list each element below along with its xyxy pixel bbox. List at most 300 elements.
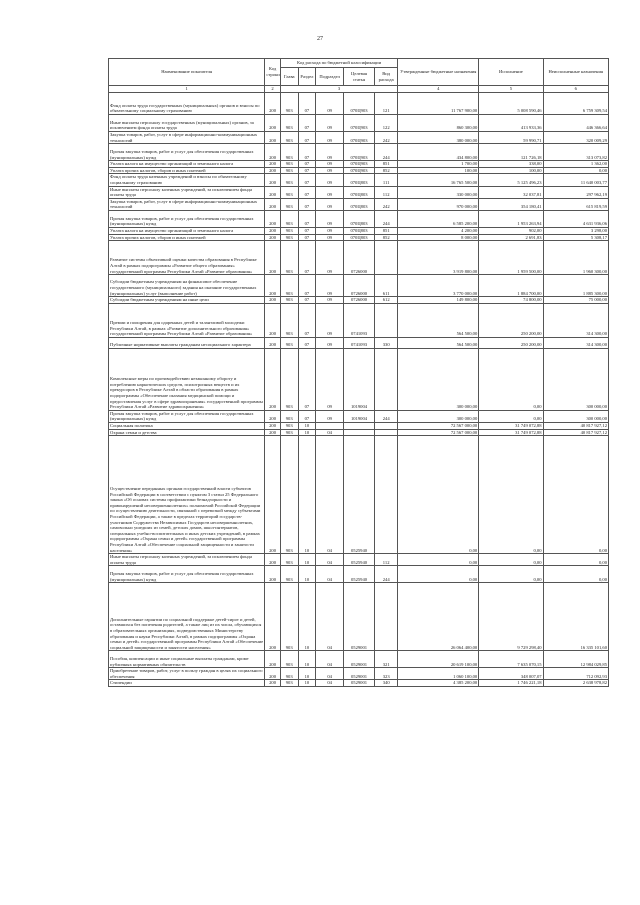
cell-target: 070Ц803 [344, 234, 375, 241]
cell-podrazdel: 04 [316, 651, 344, 668]
cell-glava: 903 [280, 422, 298, 429]
cell-name: Комплексные меры по противодействию незаконному обороту и потреблению наркотических средств, психотропных веществ и их прекурсоров в Республике Алтай в области образования в рамках подпрограммы «Обеспечение оказания медицинской помощи и предоставления услуг в сфере здравоохранения» государственной программы Республики Алтай «Развитие здравоохранения» [109, 348, 265, 410]
cell-unexecuted: 300 000,00 [543, 348, 608, 410]
cell-unexecuted: 11 640 003,77 [543, 174, 608, 186]
cell-podrazdel: 04 [316, 583, 344, 651]
cell-unexecuted: 12 984 029,85 [543, 651, 608, 668]
cell-name: Публичные нормативные выплаты гражданам несоциального характера [109, 337, 265, 348]
cell-unexecuted: 1 362,00 [543, 161, 608, 168]
cell-executed: 1 884 700,00 [479, 275, 543, 297]
cell-target: 0726000 [344, 241, 375, 275]
table-row [109, 167, 609, 174]
cell-glava: 903 [280, 303, 298, 337]
cell-target: 0741093 [344, 337, 375, 348]
cell-approved: 72 567 000,00 [398, 429, 479, 436]
cell-approved: 3 919 800,00 [398, 241, 479, 275]
cell-razdel: 07 [298, 132, 316, 144]
cell-podrazdel: 04 [316, 436, 344, 554]
cell-executed: 0,00 [479, 348, 543, 410]
cell-approved: 434 800,00 [398, 144, 479, 161]
cell-razdel: 07 [298, 161, 316, 168]
header-vid: Вид расхода [375, 68, 398, 86]
cell-podrazdel: 04 [316, 566, 344, 583]
table-row [109, 186, 609, 198]
table-row [109, 132, 609, 144]
cell-executed: 1 953 263,94 [479, 210, 543, 227]
table-row [109, 115, 609, 132]
cell-unexecuted: 40 817 927,12 [543, 429, 608, 436]
cell-name: Закупка товаров, работ, услуг в сфере информационно-коммуникационных технологий [109, 132, 265, 144]
table-row [109, 651, 609, 668]
cell-approved: 970 000,00 [398, 198, 479, 210]
cell-name: Субсидии бюджетным учреждениям на финансовое обеспечение государственного (муниципального) задания на оказание государственных (муниципальных) услуг (выполнение работ) [109, 275, 265, 297]
cell-vid: 244 [375, 566, 398, 583]
cell-vid: 330 [375, 337, 398, 348]
cell-vid: 111 [375, 174, 398, 186]
cell-unexecuted: 0,00 [543, 436, 608, 554]
cell-unexecuted: 1 885 300,00 [543, 275, 608, 297]
cell-executed: 354 180,41 [479, 198, 543, 210]
cell-executed: 0,00 [479, 410, 543, 422]
cell-name: Пособия, компенсации и иные социальные выплаты гражданам, кроме публичных нормативных обязательств [109, 651, 265, 668]
cell-vid: 612 [375, 297, 398, 304]
cell-glava: 903 [280, 132, 298, 144]
cell-podrazdel: 09 [316, 303, 344, 337]
cell-line-code: 200 [265, 651, 281, 668]
cell-vid: 244 [375, 210, 398, 227]
cell-razdel: 07 [298, 167, 316, 174]
cell-razdel: 07 [298, 348, 316, 410]
cell-unexecuted: 75 000,00 [543, 297, 608, 304]
cell-podrazdel: 09 [316, 227, 344, 234]
header-executed: Исполнение [479, 59, 543, 86]
cell-target: 0726000 [344, 297, 375, 304]
cell-podrazdel: 09 [316, 174, 344, 186]
cell-name: Уплата прочих налогов, сборов и иных платежей [109, 234, 265, 241]
cell-podrazdel: 04 [316, 680, 344, 687]
cell-name: Иные выплаты персоналу государственных (муниципальных) органов, за исключением фонда оплаты труда [109, 115, 265, 132]
cell-vid: 112 [375, 554, 398, 566]
col-num-4: 4 [398, 86, 479, 93]
cell-vid: 851 [375, 227, 398, 234]
cell-name: Уплата налога на имущество организаций и земельного налога [109, 227, 265, 234]
cell-glava: 903 [280, 348, 298, 410]
cell-target [344, 422, 375, 429]
cell-approved: 3 770 000,00 [398, 275, 479, 297]
cell-line-code: 200 [265, 93, 281, 115]
cell-podrazdel: 09 [316, 186, 344, 198]
cell-glava: 903 [280, 210, 298, 227]
cell-glava: 903 [280, 144, 298, 161]
cell-glava: 903 [280, 410, 298, 422]
cell-line-code: 200 [265, 337, 281, 348]
cell-target: 070Ц903 [344, 115, 375, 132]
cell-podrazdel: 09 [316, 337, 344, 348]
table-row [109, 144, 609, 161]
cell-name: Уплата налога на имущество организаций и земельного налога [109, 161, 265, 168]
cell-line-code: 200 [265, 275, 281, 297]
cell-approved: 0,00 [398, 436, 479, 554]
cell-line-code: 200 [265, 198, 281, 210]
cell-name: Премии и поощрения для одаренных детей и талантливой молодежи Республики Алтай, в рамках «Развитие дополнительного образования» государственной программы Республики Алтай «Развитие образования» [109, 303, 265, 337]
cell-name: Фонд оплаты труда казенных учреждений и взносы по обязательному социальному страхованию [109, 174, 265, 186]
cell-razdel: 10 [298, 566, 316, 583]
cell-name: Фонд оплаты труда государственных (муниципальных) органов и взносы по обязательному социальному страхованию [109, 93, 265, 115]
table-header [109, 59, 609, 93]
cell-vid: 244 [375, 410, 398, 422]
cell-glava: 903 [280, 583, 298, 651]
cell-approved: 300 000,00 [398, 410, 479, 422]
table-row [109, 422, 609, 429]
cell-name: Социальная политика [109, 422, 265, 429]
cell-vid [375, 348, 398, 410]
table-row [109, 303, 609, 337]
cell-line-code: 200 [265, 680, 281, 687]
header-razdel: Раздел [298, 68, 316, 86]
cell-name: Прочая закупка товаров, работ и услуг для обеспечения государственных (муниципальных) нужд [109, 210, 265, 227]
table-row [109, 174, 609, 186]
cell-name: Развитие системы объективной оценки качества образования в Республике Алтай в рамках подпрограммы «Развитие общего образования» государственной программы Республики Алтай «Развитие образования» [109, 241, 265, 275]
cell-target: 0525940 [344, 566, 375, 583]
cell-line-code: 200 [265, 234, 281, 241]
cell-unexecuted: 40 817 927,12 [543, 422, 608, 429]
cell-executed: 100,00 [479, 167, 543, 174]
cell-executed: 1 746 221,18 [479, 680, 543, 687]
cell-podrazdel: 09 [316, 161, 344, 168]
cell-name: Охрана семьи и детства [109, 429, 265, 436]
cell-target: 0741093 [344, 303, 375, 337]
cell-razdel: 10 [298, 554, 316, 566]
cell-razdel: 10 [298, 583, 316, 651]
cell-name: Иные выплаты персоналу казенных учреждений, за исключением фонда оплаты труда [109, 554, 265, 566]
cell-razdel: 07 [298, 93, 316, 115]
cell-vid: 321 [375, 651, 398, 668]
cell-podrazdel: 09 [316, 132, 344, 144]
cell-name: Закупка товаров, работ, услуг в сфере информационно-коммуникационных технологий [109, 198, 265, 210]
cell-razdel: 07 [298, 337, 316, 348]
header-name: Наименование показателя [109, 59, 265, 86]
cell-podrazdel: 09 [316, 410, 344, 422]
cell-unexecuted: 6 759 309,54 [543, 93, 608, 115]
cell-podrazdel [316, 422, 344, 429]
cell-razdel: 07 [298, 275, 316, 297]
header-podrazdel: Подраздел [316, 68, 344, 86]
cell-unexecuted: 313 073,82 [543, 144, 608, 161]
cell-podrazdel: 09 [316, 144, 344, 161]
cell-line-code: 200 [265, 144, 281, 161]
table-row [109, 429, 609, 436]
cell-executed: 74 800,00 [479, 297, 543, 304]
cell-approved: 860 300,00 [398, 115, 479, 132]
cell-glava: 903 [280, 275, 298, 297]
cell-vid: 611 [375, 275, 398, 297]
cell-executed: 902,00 [479, 227, 543, 234]
cell-line-code: 200 [265, 583, 281, 651]
cell-glava: 903 [280, 566, 298, 583]
cell-approved: 0,00 [398, 554, 479, 566]
cell-vid [375, 241, 398, 275]
cell-vid: 121 [375, 93, 398, 115]
cell-line-code: 200 [265, 297, 281, 304]
cell-vid: 340 [375, 680, 398, 687]
cell-approved: 4 385 200,00 [398, 680, 479, 687]
cell-executed: 121 726,18 [479, 144, 543, 161]
cell-executed: 250 200,00 [479, 303, 543, 337]
table-row [109, 227, 609, 234]
cell-line-code: 200 [265, 422, 281, 429]
header-budget-classification: Код расхода по бюджетной классификации [280, 59, 397, 68]
cell-unexecuted: 297 962,19 [543, 186, 608, 198]
cell-approved: 300 000,00 [398, 348, 479, 410]
cell-target: 070Ц803 [344, 174, 375, 186]
cell-executed: 0,00 [479, 436, 543, 554]
cell-razdel: 07 [298, 144, 316, 161]
cell-executed: 5 125 496,23 [479, 174, 543, 186]
cell-podrazdel: 04 [316, 429, 344, 436]
cell-vid [375, 436, 398, 554]
cell-approved: 100,00 [398, 167, 479, 174]
page-number: 27 [317, 36, 323, 42]
cell-glava: 903 [280, 429, 298, 436]
cell-line-code: 200 [265, 227, 281, 234]
cell-glava: 903 [280, 554, 298, 566]
cell-unexecuted: 2 638 978,82 [543, 680, 608, 687]
cell-vid: 851 [375, 161, 398, 168]
cell-approved: 564 500,00 [398, 337, 479, 348]
cell-podrazdel: 04 [316, 668, 344, 680]
cell-target: 1019004 [344, 348, 375, 410]
header-glava: Глава [280, 68, 298, 86]
cell-name: Стипендии [109, 680, 265, 687]
cell-executed: 1 959 500,00 [479, 241, 543, 275]
cell-line-code: 200 [265, 566, 281, 583]
table-row [109, 410, 609, 422]
col-num-3: 3 [280, 86, 397, 93]
cell-line-code: 200 [265, 161, 281, 168]
table-row [109, 566, 609, 583]
cell-target: 0529001 [344, 668, 375, 680]
cell-target [344, 429, 375, 436]
cell-target: 070Ц903 [344, 132, 375, 144]
cell-podrazdel: 09 [316, 241, 344, 275]
cell-target: 0726000 [344, 275, 375, 297]
cell-unexecuted: 0,00 [543, 554, 608, 566]
cell-glava: 903 [280, 161, 298, 168]
column-number-row [109, 86, 609, 93]
table-row [109, 680, 609, 687]
cell-razdel: 10 [298, 429, 316, 436]
cell-executed: 2 691,83 [479, 234, 543, 241]
cell-vid: 852 [375, 234, 398, 241]
header-line-code: Код строки [265, 59, 281, 86]
table-row [109, 554, 609, 566]
cell-executed: 7 635 070,15 [479, 651, 543, 668]
cell-unexecuted: 1 960 300,00 [543, 241, 608, 275]
cell-executed: 9 729 298,40 [479, 583, 543, 651]
cell-target: 070Ц903 [344, 144, 375, 161]
cell-glava: 903 [280, 297, 298, 304]
cell-name: Дополнительные гарантии по социальной поддержке детей-сирот и детей, оставшихся без попечения родителей, а также лиц из их числа, обучающихся в образовательных организациях, подведомственных Министерству образования и науки Республики Алтай, в рамках подпрограммы «Охрана семьи и детей» государственной программы Республики Алтай «Обеспечение социальной защищенности и занятости населения» [109, 583, 265, 651]
cell-name: Иные выплаты персоналу казенных учреждений, за исключением фонда оплаты труда [109, 186, 265, 198]
cell-executed: 31 749 072,88 [479, 422, 543, 429]
cell-approved: 6 585 200,00 [398, 210, 479, 227]
cell-razdel: 10 [298, 422, 316, 429]
cell-name: Прочая закупка товаров, работ и услуг для обеспечения государственных (муниципальных) нужд [109, 144, 265, 161]
table-row [109, 93, 609, 115]
cell-executed: 413 933,36 [479, 115, 543, 132]
cell-target: 0529001 [344, 680, 375, 687]
cell-glava: 903 [280, 337, 298, 348]
table-row [109, 436, 609, 554]
cell-glava: 903 [280, 680, 298, 687]
cell-name: Прочая закупка товаров, работ и услуг для обеспечения государственных (муниципальных) нужд [109, 566, 265, 583]
cell-target: 1019004 [344, 410, 375, 422]
table-row [109, 297, 609, 304]
table-body [109, 93, 609, 687]
table-row [109, 668, 609, 680]
cell-razdel: 10 [298, 668, 316, 680]
cell-target: 0525940 [344, 554, 375, 566]
cell-razdel: 07 [298, 297, 316, 304]
cell-executed: 0,00 [479, 566, 543, 583]
cell-razdel: 07 [298, 210, 316, 227]
cell-line-code: 200 [265, 241, 281, 275]
cell-line-code: 200 [265, 167, 281, 174]
cell-executed: 250 200,00 [479, 337, 543, 348]
cell-unexecuted: 712 092,93 [543, 668, 608, 680]
col-num-6: 6 [543, 86, 608, 93]
cell-unexecuted: 300 000,00 [543, 410, 608, 422]
cell-approved: 8 000,00 [398, 234, 479, 241]
cell-podrazdel: 09 [316, 234, 344, 241]
cell-executed: 5 008 590,46 [479, 93, 543, 115]
header-unexecuted: Неисполненные назначения [543, 59, 608, 86]
cell-vid: 242 [375, 198, 398, 210]
cell-name: Уплата прочих налогов, сборов и иных платежей [109, 167, 265, 174]
cell-podrazdel: 09 [316, 348, 344, 410]
cell-name: Осуществление переданных органам государственной власти субъектов Российской Федерации в соответствии с пунктом 3 статьи 25 Федерального закона «Об основах системы профилактики безнадзорности и правонарушений несовершеннолетних» полномочий Российской Федерации по осуществлению деятельности, связанной с перевозкой между субъектами Российской Федерации, а также в пределах территорий государств-участников Содружества Независимых Государств несовершеннолетних, самовольно ушедших из семей, детских домов, школ-интернатов, специальных учебно-воспитательных и иных детских учреждений, в рамках подпрограммы «Охрана семьи и детей» государственной программы Республики Алтай «Обеспечение социальной защищенности и занятости населения» [109, 436, 265, 554]
cell-podrazdel: 09 [316, 167, 344, 174]
cell-line-code: 200 [265, 429, 281, 436]
cell-vid: 852 [375, 167, 398, 174]
cell-approved: 380 000,00 [398, 132, 479, 144]
cell-glava: 903 [280, 241, 298, 275]
cell-line-code: 200 [265, 174, 281, 186]
table-row [109, 241, 609, 275]
cell-unexecuted: 5 308,17 [543, 234, 608, 241]
cell-vid: 122 [375, 115, 398, 132]
cell-approved: 72 567 000,00 [398, 422, 479, 429]
cell-glava: 903 [280, 93, 298, 115]
header-approved: Утвержденные бюджетные назначения [398, 59, 479, 86]
cell-glava: 903 [280, 115, 298, 132]
cell-line-code: 200 [265, 410, 281, 422]
cell-vid [375, 303, 398, 337]
cell-executed: 348 007,07 [479, 668, 543, 680]
cell-unexecuted: 16 335 101,60 [543, 583, 608, 651]
cell-podrazdel: 04 [316, 554, 344, 566]
cell-line-code: 200 [265, 554, 281, 566]
cell-target: 070Ц803 [344, 186, 375, 198]
cell-glava: 903 [280, 186, 298, 198]
cell-glava: 903 [280, 167, 298, 174]
cell-name: Приобретение товаров, работ, услуг в пользу граждан в целях их социального обеспечения [109, 668, 265, 680]
cell-line-code: 200 [265, 186, 281, 198]
col-num-2: 2 [265, 86, 281, 93]
cell-line-code: 200 [265, 348, 281, 410]
cell-target: 0529001 [344, 583, 375, 651]
cell-vid [375, 583, 398, 651]
cell-vid: 112 [375, 186, 398, 198]
cell-vid [375, 422, 398, 429]
cell-target: 070Ц803 [344, 210, 375, 227]
cell-vid: 242 [375, 132, 398, 144]
cell-razdel: 07 [298, 115, 316, 132]
cell-unexecuted: 320 009,29 [543, 132, 608, 144]
cell-approved: 1 060 100,00 [398, 668, 479, 680]
cell-line-code: 200 [265, 115, 281, 132]
cell-unexecuted: 0,00 [543, 167, 608, 174]
cell-razdel: 07 [298, 227, 316, 234]
cell-glava: 903 [280, 227, 298, 234]
cell-approved: 20 619 100,00 [398, 651, 479, 668]
col-num-1: 1 [109, 86, 265, 93]
table-row [109, 583, 609, 651]
cell-approved: 26 064 400,00 [398, 583, 479, 651]
cell-razdel: 10 [298, 680, 316, 687]
cell-line-code: 200 [265, 668, 281, 680]
cell-vid [375, 429, 398, 436]
table-row [109, 161, 609, 168]
cell-razdel: 07 [298, 303, 316, 337]
cell-approved: 1 700,00 [398, 161, 479, 168]
table-row [109, 348, 609, 410]
cell-glava: 903 [280, 651, 298, 668]
cell-line-code: 200 [265, 436, 281, 554]
cell-target: 0529001 [344, 651, 375, 668]
cell-line-code: 200 [265, 303, 281, 337]
table-row [109, 234, 609, 241]
cell-target: 070Ц903 [344, 93, 375, 115]
cell-unexecuted: 4 631 936,06 [543, 210, 608, 227]
cell-unexecuted: 615 819,59 [543, 198, 608, 210]
cell-glava: 903 [280, 174, 298, 186]
cell-razdel: 07 [298, 410, 316, 422]
cell-razdel: 10 [298, 436, 316, 554]
cell-razdel: 07 [298, 174, 316, 186]
cell-unexecuted: 314 300,00 [543, 337, 608, 348]
cell-approved: 16 765 500,00 [398, 174, 479, 186]
cell-target: 070Ц903 [344, 161, 375, 168]
cell-razdel: 07 [298, 186, 316, 198]
cell-razdel: 07 [298, 241, 316, 275]
cell-podrazdel: 09 [316, 198, 344, 210]
cell-podrazdel: 09 [316, 210, 344, 227]
cell-razdel: 07 [298, 234, 316, 241]
cell-executed: 31 749 072,88 [479, 429, 543, 436]
cell-vid: 244 [375, 144, 398, 161]
cell-unexecuted: 3 298,00 [543, 227, 608, 234]
cell-unexecuted: 446 366,64 [543, 115, 608, 132]
cell-razdel: 10 [298, 651, 316, 668]
cell-approved: 149 800,00 [398, 297, 479, 304]
cell-glava: 903 [280, 234, 298, 241]
cell-podrazdel: 09 [316, 93, 344, 115]
cell-target: 070Ц803 [344, 227, 375, 234]
cell-glava: 903 [280, 668, 298, 680]
cell-approved: 0,00 [398, 566, 479, 583]
cell-executed: 0,00 [479, 554, 543, 566]
